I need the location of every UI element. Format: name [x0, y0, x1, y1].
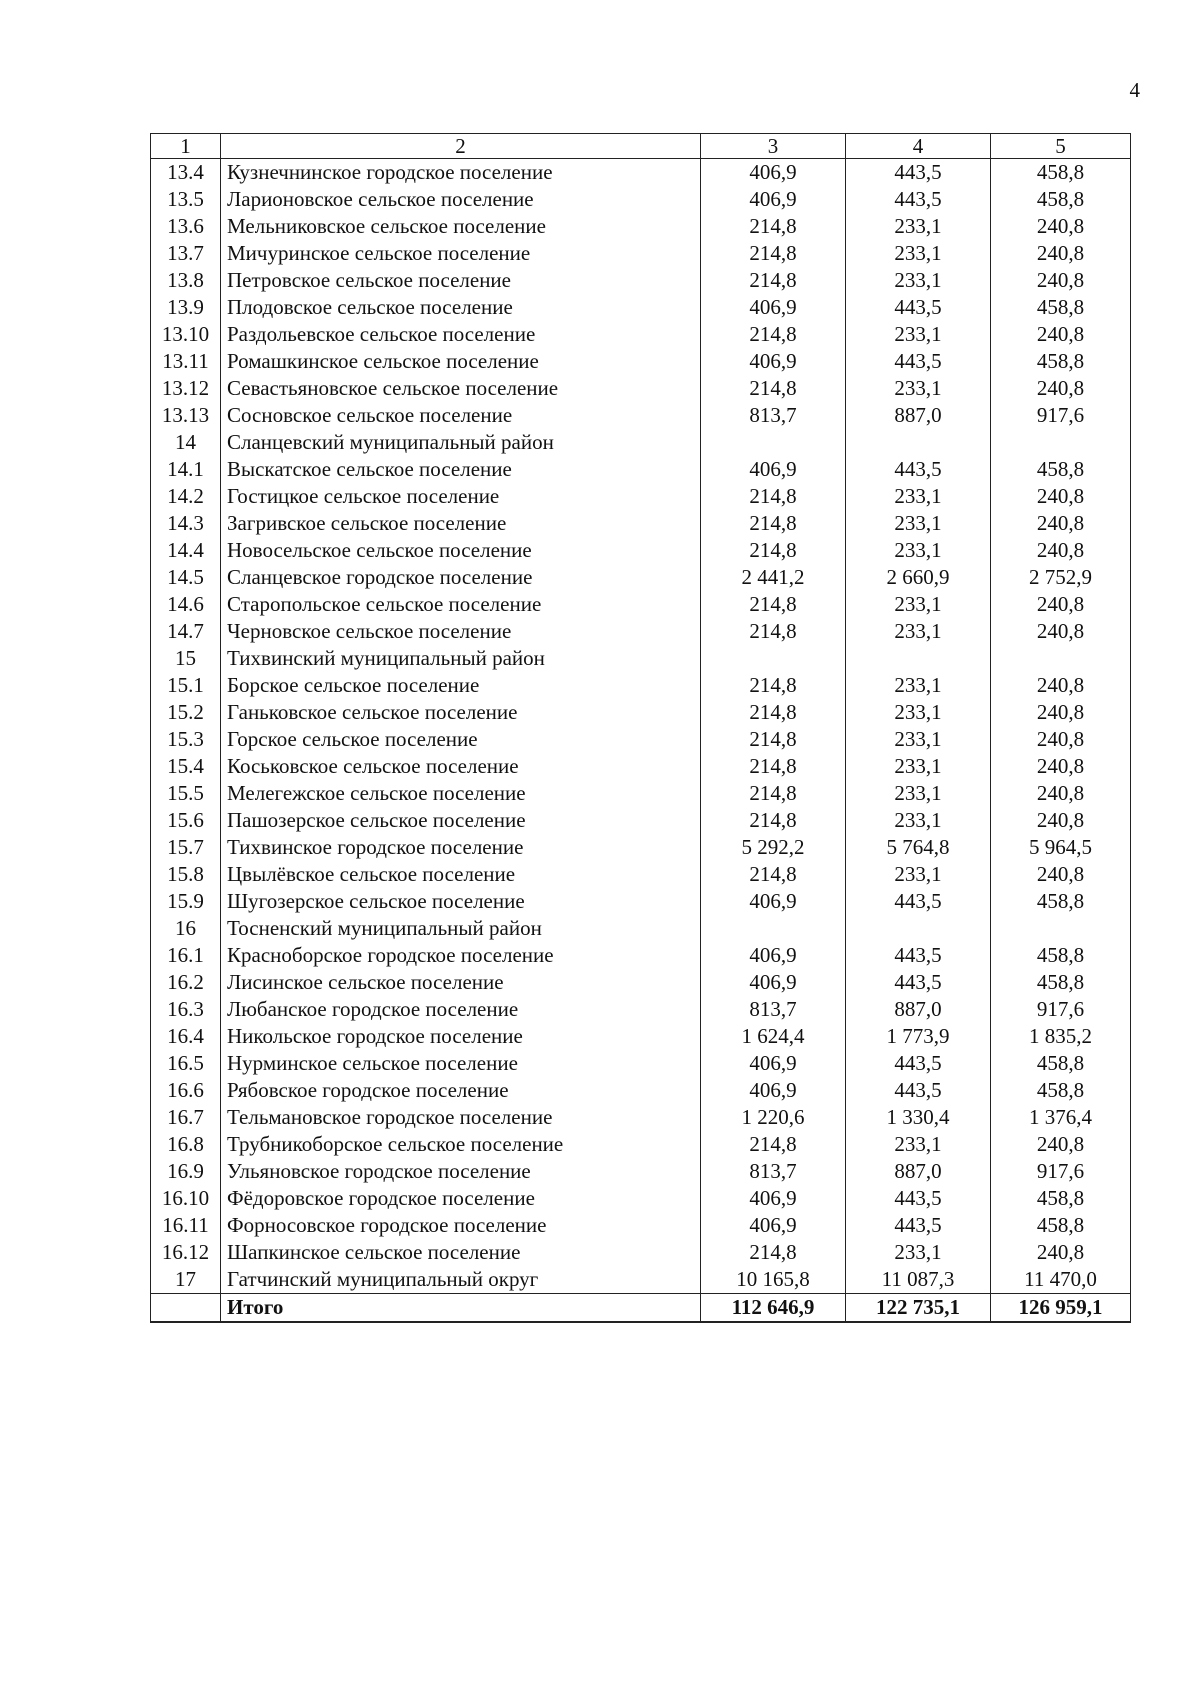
- settlement-name: Новосельское сельское поселение: [221, 537, 701, 564]
- value-col-3: 214,8: [701, 780, 846, 807]
- value-col-3: 5 292,2: [701, 834, 846, 861]
- value-col-4: 443,5: [846, 294, 991, 321]
- row-number: 14.3: [151, 510, 221, 537]
- table-row: [151, 888, 1131, 915]
- settlement-name: Загривское сельское поселение: [221, 510, 701, 537]
- row-number: 13.8: [151, 267, 221, 294]
- value-col-5: 240,8: [991, 321, 1131, 348]
- table-row: [151, 510, 1131, 537]
- settlement-name: Выскатское сельское поселение: [221, 456, 701, 483]
- table-row: [151, 375, 1131, 402]
- total-row: [151, 1294, 1131, 1323]
- row-number: 14.1: [151, 456, 221, 483]
- value-col-3: 813,7: [701, 402, 846, 429]
- row-number: 13.11: [151, 348, 221, 375]
- settlement-name: Плодовское сельское поселение: [221, 294, 701, 321]
- settlement-name: Сланцевский муниципальный район: [221, 429, 701, 456]
- table-row: [151, 402, 1131, 429]
- settlement-name: Старопольское сельское поселение: [221, 591, 701, 618]
- value-col-3: 406,9: [701, 348, 846, 375]
- value-col-5: 240,8: [991, 672, 1131, 699]
- value-col-5: 240,8: [991, 618, 1131, 645]
- settlement-name: Шапкинское сельское поселение: [221, 1239, 701, 1266]
- table-row: [151, 321, 1131, 348]
- row-number: 15: [151, 645, 221, 672]
- value-col-5: 458,8: [991, 1212, 1131, 1239]
- total-value-col-4: 122 735,1: [846, 1294, 991, 1323]
- total-number: [151, 1294, 221, 1323]
- table-row: [151, 1050, 1131, 1077]
- value-col-5: 458,8: [991, 1050, 1131, 1077]
- value-col-5: 11 470,0: [991, 1266, 1131, 1294]
- table-row: [151, 1023, 1131, 1050]
- value-col-4: 233,1: [846, 753, 991, 780]
- table-row: [151, 618, 1131, 645]
- value-col-3: 406,9: [701, 942, 846, 969]
- table-row: [151, 1266, 1131, 1294]
- settlement-name: Коськовское сельское поселение: [221, 753, 701, 780]
- row-number: 15.8: [151, 861, 221, 888]
- settlement-name: Тельмановское городское поселение: [221, 1104, 701, 1131]
- row-number: 16.2: [151, 969, 221, 996]
- value-col-5: 240,8: [991, 591, 1131, 618]
- value-col-4: 887,0: [846, 402, 991, 429]
- settlement-name: Раздольевское сельское поселение: [221, 321, 701, 348]
- header-row: [151, 134, 1131, 159]
- row-number: 15.5: [151, 780, 221, 807]
- row-number: 16.5: [151, 1050, 221, 1077]
- value-col-5: 458,8: [991, 969, 1131, 996]
- value-col-3: 214,8: [701, 483, 846, 510]
- value-col-5: 458,8: [991, 348, 1131, 375]
- row-number: 17: [151, 1266, 221, 1294]
- settlement-name: Тихвинское городское поселение: [221, 834, 701, 861]
- value-col-5: 917,6: [991, 402, 1131, 429]
- table-row: [151, 186, 1131, 213]
- settlement-name: Черновское сельское поселение: [221, 618, 701, 645]
- value-col-4: 233,1: [846, 780, 991, 807]
- value-col-3: 214,8: [701, 267, 846, 294]
- value-col-3: 214,8: [701, 726, 846, 753]
- value-col-4: 233,1: [846, 861, 991, 888]
- value-col-5: [991, 429, 1131, 456]
- settlement-name: Ульяновское городское поселение: [221, 1158, 701, 1185]
- row-number: 13.6: [151, 213, 221, 240]
- value-col-4: 11 087,3: [846, 1266, 991, 1294]
- value-col-3: 406,9: [701, 159, 846, 187]
- value-col-3: 1 220,6: [701, 1104, 846, 1131]
- value-col-3: 1 624,4: [701, 1023, 846, 1050]
- value-col-4: [846, 429, 991, 456]
- table-row: [151, 564, 1131, 591]
- table-row: [151, 240, 1131, 267]
- value-col-5: 240,8: [991, 861, 1131, 888]
- value-col-4: 443,5: [846, 1077, 991, 1104]
- settlement-name: Сосновское сельское поселение: [221, 402, 701, 429]
- table-row: [151, 1077, 1131, 1104]
- row-number: 14.5: [151, 564, 221, 591]
- value-col-4: 443,5: [846, 942, 991, 969]
- settlement-name: Любанское городское поселение: [221, 996, 701, 1023]
- row-number: 16.7: [151, 1104, 221, 1131]
- row-number: 15.9: [151, 888, 221, 915]
- value-col-4: 443,5: [846, 888, 991, 915]
- value-col-5: 240,8: [991, 726, 1131, 753]
- settlement-name: Ромашкинское сельское поселение: [221, 348, 701, 375]
- table-row: [151, 159, 1131, 187]
- settlement-name: Рябовское городское поселение: [221, 1077, 701, 1104]
- value-col-3: 10 165,8: [701, 1266, 846, 1294]
- settlement-name: Гатчинский муниципальный округ: [221, 1266, 701, 1294]
- settlement-name: Трубникоборское сельское поселение: [221, 1131, 701, 1158]
- row-number: 13.12: [151, 375, 221, 402]
- data-table: [150, 133, 1131, 1323]
- row-number: 16.4: [151, 1023, 221, 1050]
- header-col-3: 3: [701, 134, 846, 159]
- row-number: 13.13: [151, 402, 221, 429]
- table-row: [151, 726, 1131, 753]
- row-number: 15.2: [151, 699, 221, 726]
- value-col-3: [701, 915, 846, 942]
- table-row: [151, 807, 1131, 834]
- value-col-4: 887,0: [846, 996, 991, 1023]
- value-col-3: 406,9: [701, 1077, 846, 1104]
- row-number: 14.2: [151, 483, 221, 510]
- settlement-name: Мельниковское сельское поселение: [221, 213, 701, 240]
- row-number: 16.1: [151, 942, 221, 969]
- row-number: 16.3: [151, 996, 221, 1023]
- settlement-name: Пашозерское сельское поселение: [221, 807, 701, 834]
- value-col-3: 406,9: [701, 969, 846, 996]
- row-number: 15.3: [151, 726, 221, 753]
- row-number: 14.6: [151, 591, 221, 618]
- value-col-3: 406,9: [701, 1185, 846, 1212]
- value-col-3: 2 441,2: [701, 564, 846, 591]
- value-col-4: 887,0: [846, 1158, 991, 1185]
- settlement-name: Севастьяновское сельское поселение: [221, 375, 701, 402]
- table-row: [151, 942, 1131, 969]
- value-col-3: 813,7: [701, 1158, 846, 1185]
- value-col-5: [991, 645, 1131, 672]
- value-col-3: 214,8: [701, 807, 846, 834]
- value-col-3: 214,8: [701, 510, 846, 537]
- value-col-5: 240,8: [991, 807, 1131, 834]
- value-col-4: [846, 915, 991, 942]
- value-col-4: 1 330,4: [846, 1104, 991, 1131]
- table-row: [151, 213, 1131, 240]
- row-number: 15.7: [151, 834, 221, 861]
- row-number: 16: [151, 915, 221, 942]
- settlement-name: Мичуринское сельское поселение: [221, 240, 701, 267]
- value-col-3: 406,9: [701, 1212, 846, 1239]
- value-col-5: 240,8: [991, 537, 1131, 564]
- table-row: [151, 294, 1131, 321]
- table-row: [151, 456, 1131, 483]
- row-number: 16.10: [151, 1185, 221, 1212]
- row-number: 16.12: [151, 1239, 221, 1266]
- table-row: [151, 483, 1131, 510]
- value-col-3: 214,8: [701, 321, 846, 348]
- value-col-4: 443,5: [846, 1050, 991, 1077]
- value-col-5: 458,8: [991, 159, 1131, 187]
- value-col-4: 233,1: [846, 267, 991, 294]
- value-col-3: 406,9: [701, 294, 846, 321]
- settlement-name: Красноборское городское поселение: [221, 942, 701, 969]
- settlement-name: Ларионовское сельское поселение: [221, 186, 701, 213]
- value-col-5: 240,8: [991, 483, 1131, 510]
- settlement-name: Петровское сельское поселение: [221, 267, 701, 294]
- total-value-col-5: 126 959,1: [991, 1294, 1131, 1323]
- value-col-5: 2 752,9: [991, 564, 1131, 591]
- value-col-4: 443,5: [846, 456, 991, 483]
- row-number: 16.8: [151, 1131, 221, 1158]
- value-col-5: 240,8: [991, 699, 1131, 726]
- value-col-4: 443,5: [846, 1212, 991, 1239]
- settlement-name: Борское сельское поселение: [221, 672, 701, 699]
- value-col-3: 214,8: [701, 537, 846, 564]
- value-col-5: 240,8: [991, 780, 1131, 807]
- settlement-name: Фёдоровское городское поселение: [221, 1185, 701, 1212]
- value-col-4: 233,1: [846, 591, 991, 618]
- value-col-5: 458,8: [991, 888, 1131, 915]
- row-number: 15.6: [151, 807, 221, 834]
- table-row: [151, 267, 1131, 294]
- row-number: 13.10: [151, 321, 221, 348]
- table-row: [151, 780, 1131, 807]
- table-row: [151, 834, 1131, 861]
- value-col-5: 458,8: [991, 456, 1131, 483]
- value-col-5: 917,6: [991, 1158, 1131, 1185]
- settlement-name: Лисинское сельское поселение: [221, 969, 701, 996]
- table-row: [151, 1158, 1131, 1185]
- settlement-name: Гостицкое сельское поселение: [221, 483, 701, 510]
- value-col-3: [701, 645, 846, 672]
- value-col-3: 214,8: [701, 618, 846, 645]
- row-number: 16.11: [151, 1212, 221, 1239]
- settlement-name: Нурминское сельское поселение: [221, 1050, 701, 1077]
- table-row: [151, 753, 1131, 780]
- value-col-4: 233,1: [846, 510, 991, 537]
- value-col-5: 240,8: [991, 1239, 1131, 1266]
- value-col-4: 233,1: [846, 1239, 991, 1266]
- table-row: [151, 645, 1131, 672]
- table-header: [151, 134, 1131, 159]
- value-col-5: 458,8: [991, 294, 1131, 321]
- settlement-name: Шугозерское сельское поселение: [221, 888, 701, 915]
- value-col-4: 233,1: [846, 240, 991, 267]
- value-col-4: 5 764,8: [846, 834, 991, 861]
- value-col-4: 233,1: [846, 807, 991, 834]
- value-col-4: 233,1: [846, 321, 991, 348]
- table-row: [151, 1239, 1131, 1266]
- table-row: [151, 1131, 1131, 1158]
- value-col-3: 406,9: [701, 888, 846, 915]
- row-number: 13.7: [151, 240, 221, 267]
- value-col-5: 917,6: [991, 996, 1131, 1023]
- table-body: [151, 159, 1131, 1323]
- row-number: 14: [151, 429, 221, 456]
- value-col-3: 214,8: [701, 1239, 846, 1266]
- value-col-4: 233,1: [846, 213, 991, 240]
- value-col-3: 813,7: [701, 996, 846, 1023]
- table-row: [151, 591, 1131, 618]
- table-row: [151, 1185, 1131, 1212]
- value-col-5: 240,8: [991, 240, 1131, 267]
- row-number: 15.1: [151, 672, 221, 699]
- table-row: [151, 348, 1131, 375]
- row-number: 13.5: [151, 186, 221, 213]
- value-col-5: 458,8: [991, 186, 1131, 213]
- value-col-5: 240,8: [991, 267, 1131, 294]
- value-col-5: 458,8: [991, 1185, 1131, 1212]
- total-label: Итого: [221, 1294, 701, 1323]
- row-number: 13.4: [151, 159, 221, 187]
- value-col-4: 233,1: [846, 726, 991, 753]
- value-col-5: 240,8: [991, 510, 1131, 537]
- value-col-5: 458,8: [991, 942, 1131, 969]
- table-row: [151, 537, 1131, 564]
- value-col-5: 458,8: [991, 1077, 1131, 1104]
- table-row: [151, 861, 1131, 888]
- row-number: 16.9: [151, 1158, 221, 1185]
- row-number: 13.9: [151, 294, 221, 321]
- value-col-3: 214,8: [701, 672, 846, 699]
- value-col-3: 214,8: [701, 375, 846, 402]
- settlement-name: Ганьковское сельское поселение: [221, 699, 701, 726]
- page-number: 4: [1129, 78, 1140, 102]
- settlement-name: Никольское городское поселение: [221, 1023, 701, 1050]
- value-col-4: 233,1: [846, 1131, 991, 1158]
- value-col-3: 214,8: [701, 699, 846, 726]
- value-col-3: 406,9: [701, 456, 846, 483]
- value-col-5: 240,8: [991, 213, 1131, 240]
- table-row: [151, 699, 1131, 726]
- value-col-4: 443,5: [846, 1185, 991, 1212]
- settlement-name: Форносовское городское поселение: [221, 1212, 701, 1239]
- value-col-4: 233,1: [846, 537, 991, 564]
- value-col-4: 233,1: [846, 375, 991, 402]
- value-col-3: 214,8: [701, 240, 846, 267]
- settlement-name: Цвылёвское сельское поселение: [221, 861, 701, 888]
- header-col-4: 4: [846, 134, 991, 159]
- value-col-4: 443,5: [846, 969, 991, 996]
- table-row: [151, 1104, 1131, 1131]
- value-col-4: 1 773,9: [846, 1023, 991, 1050]
- value-col-5: 240,8: [991, 753, 1131, 780]
- value-col-5: 5 964,5: [991, 834, 1131, 861]
- settlement-name: Горское сельское поселение: [221, 726, 701, 753]
- table-row: [151, 429, 1131, 456]
- settlement-name: Тихвинский муниципальный район: [221, 645, 701, 672]
- value-col-3: 214,8: [701, 213, 846, 240]
- row-number: 14.4: [151, 537, 221, 564]
- table-row: [151, 1212, 1131, 1239]
- value-col-5: 1 835,2: [991, 1023, 1131, 1050]
- value-col-3: 214,8: [701, 753, 846, 780]
- value-col-4: 443,5: [846, 159, 991, 187]
- table-row: [151, 915, 1131, 942]
- settlement-name: Мелегежское сельское поселение: [221, 780, 701, 807]
- total-value-col-3: 112 646,9: [701, 1294, 846, 1323]
- value-col-3: 214,8: [701, 591, 846, 618]
- value-col-5: 240,8: [991, 375, 1131, 402]
- header-col-5: 5: [991, 134, 1131, 159]
- value-col-5: 1 376,4: [991, 1104, 1131, 1131]
- value-col-4: 233,1: [846, 699, 991, 726]
- value-col-3: [701, 429, 846, 456]
- value-col-4: 233,1: [846, 672, 991, 699]
- value-col-4: 443,5: [846, 186, 991, 213]
- settlement-name: Кузнечнинское городское поселение: [221, 159, 701, 187]
- value-col-4: 233,1: [846, 483, 991, 510]
- settlement-name: Сланцевское городское поселение: [221, 564, 701, 591]
- value-col-4: [846, 645, 991, 672]
- value-col-4: 233,1: [846, 618, 991, 645]
- value-col-4: 443,5: [846, 348, 991, 375]
- settlement-name: Тосненский муниципальный район: [221, 915, 701, 942]
- table-row: [151, 672, 1131, 699]
- header-col-1: 1: [151, 134, 221, 159]
- value-col-5: [991, 915, 1131, 942]
- row-number: 14.7: [151, 618, 221, 645]
- table-row: [151, 969, 1131, 996]
- table-row: [151, 996, 1131, 1023]
- value-col-3: 406,9: [701, 186, 846, 213]
- value-col-4: 2 660,9: [846, 564, 991, 591]
- value-col-3: 214,8: [701, 861, 846, 888]
- header-col-2: 2: [221, 134, 701, 159]
- value-col-5: 240,8: [991, 1131, 1131, 1158]
- value-col-3: 214,8: [701, 1131, 846, 1158]
- value-col-3: 406,9: [701, 1050, 846, 1077]
- row-number: 15.4: [151, 753, 221, 780]
- row-number: 16.6: [151, 1077, 221, 1104]
